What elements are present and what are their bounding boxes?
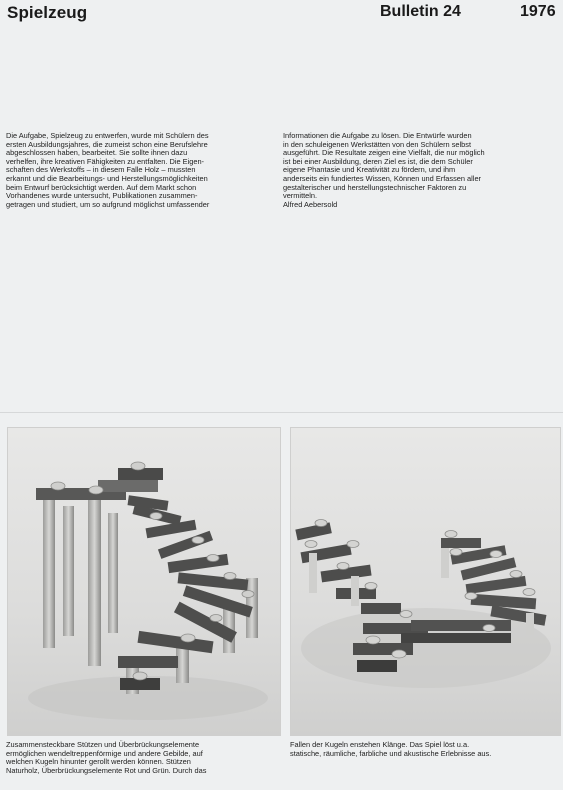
caption-right: Fallen der Kugeln enstehen Klänge. Das Spiel löst u.a. statische, räumliche, farbliche und akustische Erlebnisse aus.: [290, 740, 492, 758]
publication-year: 1976: [520, 3, 556, 20]
photo-spiral-toy: [7, 427, 281, 736]
article-left-column: Die Aufgabe, Spielzeug zu entwerfen, wurde mit Schülern des ersten Ausbildungsjahres, die zumeist schon eine Berufslehre abgeschlossen haben, bearbeitet. Sie sollte ihnen dazu verhelfen, ihre kreativen Fähigkeiten zu entfalten. Die Eigen- schaften des Werkstoffs – in diesem Falle Holz – mussten erkannt und die Bearbeitungs- und Herstellungsmöglichkeiten beim Entwurf berücksichtigt werden. Auf dem Markt schon Vorhandenes wurde untersucht, Publikationen zusammen- getragen und studiert, um so aufgrund möglichst umfassender: [6, 131, 210, 209]
page-title: Spielzeug: [7, 3, 88, 22]
article-right-column: [283, 132, 553, 209]
article-right-text: Informationen die Aufgabe zu lösen. Die Entwürfe wurden in den schuleigenen Werkstätten von den Schülern selbst ausgeführt. Die Resultate zeigen eine Vielfalt, die nur möglich ist bei einer Ausbildung, deren Ziel es ist, die dem Schüler eigene Phantasie und Kreativität zu fördern, und ihm anderseits ein fundiertes Wissen, Können und Erfassen aller gestalterischer und herstellungstechnischer Faktoren zu vermitteln.: [283, 131, 485, 201]
photo-track-toy: [290, 427, 561, 736]
page-fold-line: [0, 412, 563, 413]
caption-left: Zusammensteckbare Stützen und Überbrückungselemente ermöglichen wendeltreppenförmige und andere Gebilde, auf welchen Kugeln hinunter gerollt werden können. Stützen Naturholz, Überbrückungselemente Rot und Grün. Durch das: [6, 740, 207, 775]
article-author: Alfred Aebersold: [283, 199, 338, 209]
bulletin-number: Bulletin 24: [380, 3, 461, 20]
